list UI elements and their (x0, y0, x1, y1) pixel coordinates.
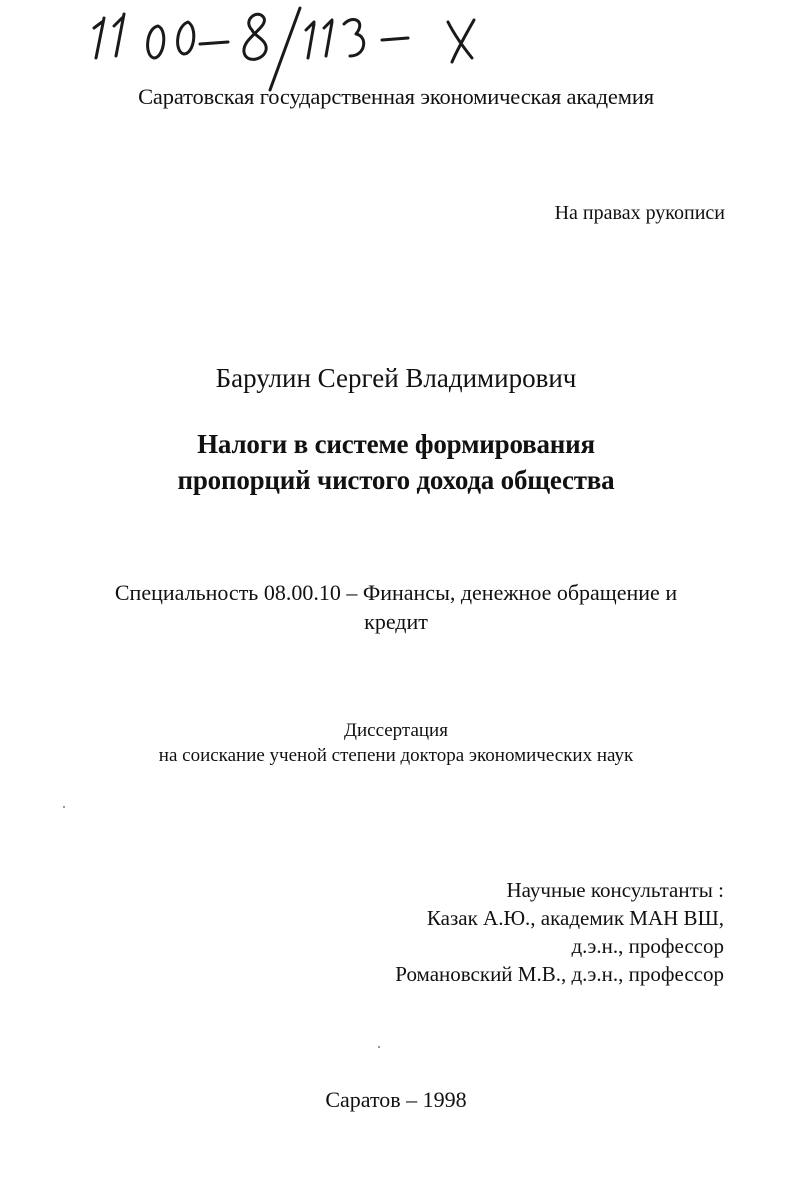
dissertation-title-line-2: пропорций чистого дохода общества (177, 465, 615, 495)
degree-statement-line-1: Диссертация (344, 720, 448, 741)
specialty-line-2: кредит (364, 609, 428, 634)
dissertation-title (0, 426, 792, 498)
scan-speck (63, 806, 65, 808)
scientific-consultants (395, 876, 724, 988)
institution-name: Саратовская государственная экономическая академия (138, 84, 654, 109)
degree-statement (0, 718, 792, 768)
manuscript-rights-note: На правах рукописи (554, 202, 725, 224)
consultant-line-3: Романовский М.В., д.э.н., профессор (395, 962, 724, 986)
scan-speck (378, 1046, 380, 1048)
specialty (0, 578, 792, 636)
dissertation-title-line-1: Налоги в системе формирования (197, 429, 595, 459)
consultant-line-2: д.э.н., профессор (571, 934, 724, 958)
specialty-line-1: Специальность 08.00.10 – Финансы, денежное обращение и (114, 580, 678, 605)
place-and-year: Саратов – 1998 (325, 1087, 467, 1112)
author-name: Барулин Сергей Владимирович (215, 363, 577, 393)
degree-statement-line-2: на соискание ученой степени доктора экономических наук (158, 745, 634, 766)
consultants-heading: Научные консультанты : (506, 878, 724, 902)
consultant-line-1: Казак А.Ю., академик МАН ВШ, (426, 906, 724, 930)
